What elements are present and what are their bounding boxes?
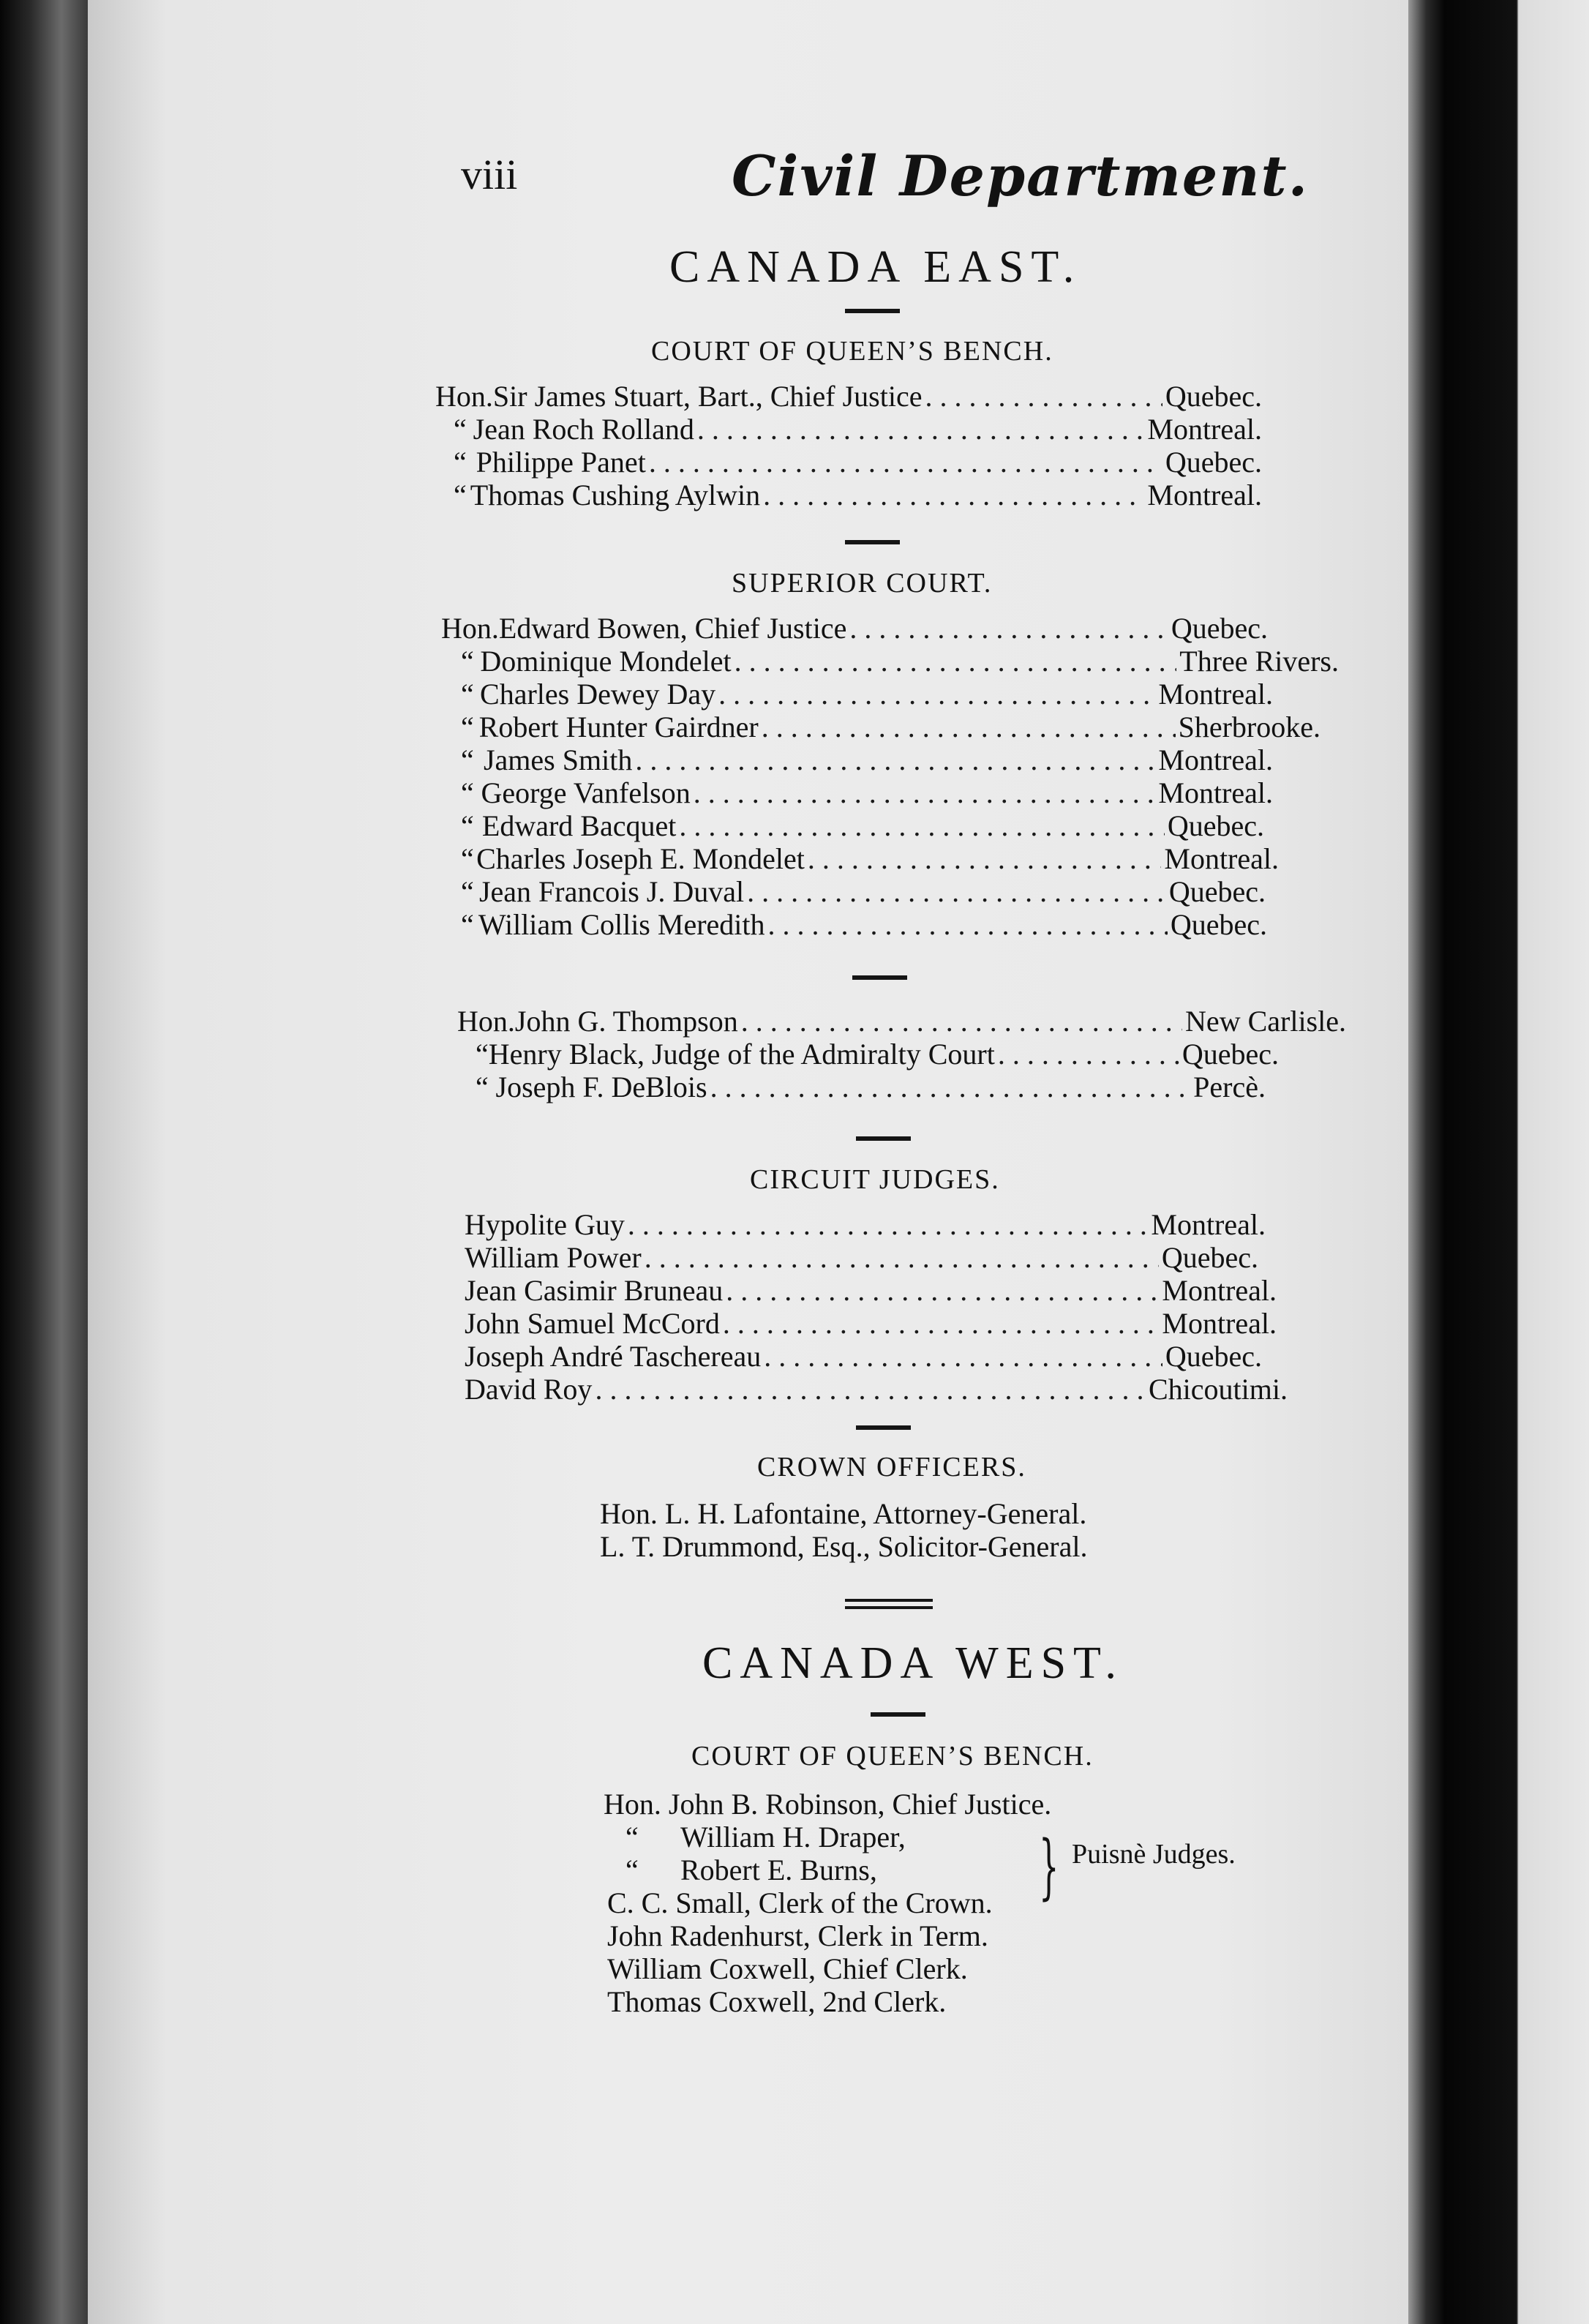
entry-prefix: “ (461, 809, 474, 842)
canada-west-title: CANADA WEST. (702, 1638, 1124, 1688)
entry-name: William Power (465, 1241, 642, 1274)
entry-place: Montreal. (1162, 1307, 1277, 1340)
list-item (476, 1070, 1266, 1104)
list-item (465, 1339, 1262, 1373)
divider-rule (856, 1136, 911, 1141)
entry-name: Henry Black, Judge of the Admiralty Court (488, 1038, 995, 1071)
list-item (454, 412, 1262, 446)
entry-place: Quebec. (1161, 1241, 1258, 1274)
entry-name: Jean Francois J. Duval (478, 875, 745, 908)
entry-place: New Carlisle. (1185, 1005, 1346, 1038)
entry-place: Quebec. (1171, 612, 1268, 645)
dot-leader (718, 677, 1155, 711)
entry-place: Montreal. (1162, 1274, 1277, 1307)
dot-leader (849, 611, 1168, 645)
canada-east-title: CANADA EAST. (669, 242, 1082, 292)
scan-left-edge (0, 0, 88, 2324)
entry-name: David Roy (465, 1373, 593, 1406)
court-officer-line: John Radenhurst, Clerk in Term. (607, 1919, 988, 1952)
entry-place: Quebec. (1165, 446, 1262, 479)
entry-prefix: “ (461, 645, 474, 678)
dot-leader (768, 907, 1168, 942)
list-item (457, 1004, 1346, 1038)
entry-name: William H. Draper, (680, 1821, 906, 1853)
divider-rule (845, 309, 900, 313)
entry-name: Sir James Stuart, Bart., Chief Justice (492, 380, 923, 413)
court-officer-line: Thomas Coxwell, 2nd Clerk. (607, 1985, 947, 2018)
list-item (461, 776, 1273, 810)
entry-prefix: Hon. (435, 380, 493, 413)
dot-leader (723, 1306, 1160, 1341)
entry-place: Quebec. (1165, 1340, 1262, 1373)
entry-prefix: Hon. (457, 1005, 515, 1038)
entry-name: Edward Bacquet (481, 809, 677, 842)
curly-brace-glyph: } (1039, 1826, 1059, 1908)
dot-leader (595, 1372, 1146, 1406)
double-rule (845, 1599, 933, 1602)
entry-name: George Vanfelson (481, 776, 691, 809)
entry-name: John G. Thompson (514, 1005, 738, 1038)
entry-prefix: “ (476, 1038, 489, 1071)
entry-place: Montreal. (1147, 413, 1262, 446)
entry-name: Philippe Panet (476, 446, 646, 479)
entry-name: Edward Bowen, Chief Justice (498, 612, 847, 645)
dot-leader (710, 1070, 1191, 1104)
entry-name: Jean Roch Rolland (473, 413, 694, 446)
crown-officer-line: Hon. L. H. Lafontaine, Attorney-General. (600, 1497, 1087, 1530)
chief-justice-line: Hon. John B. Robinson, Chief Justice. (604, 1788, 1052, 1821)
entry-place: Quebec. (1168, 875, 1266, 908)
brace-label: Puisnè Judges. (1072, 1839, 1236, 1870)
entry-prefix: “ (454, 446, 467, 479)
list-item (441, 611, 1268, 645)
list-item (461, 874, 1266, 909)
entry-prefix: “ (454, 479, 467, 511)
entry-name: Robert E. Burns, (680, 1853, 877, 1886)
entry-prefix: “ (461, 842, 474, 875)
crown-heading: CROWN OFFICERS. (757, 1452, 1026, 1483)
entry-name: Joseph André Taschereau (465, 1340, 762, 1373)
entry-place: Chicoutimi. (1149, 1373, 1288, 1406)
superior-heading: SUPERIOR COURT. (732, 568, 993, 599)
entry-name: Thomas Cushing Aylwin (470, 479, 761, 511)
entry-name: Charles Joseph E. Mondelet (476, 842, 805, 875)
divider-rule (845, 540, 900, 544)
dot-leader (694, 776, 1156, 810)
entry-name: Joseph F. DeBlois (495, 1071, 707, 1103)
list-item (465, 1273, 1277, 1308)
entry-prefix: Hon. (441, 612, 499, 645)
entry-place: Montreal. (1164, 842, 1279, 875)
entry-name: James Smith (483, 743, 633, 776)
list-item (461, 677, 1273, 711)
dot-leader (925, 379, 1162, 413)
dot-leader (679, 809, 1164, 843)
list-item (461, 710, 1321, 744)
list-item (461, 743, 1273, 777)
dot-leader (998, 1037, 1179, 1071)
entry-place: Quebec. (1170, 908, 1267, 941)
list-item (461, 907, 1267, 942)
qb-east-heading: COURT OF QUEEN’S BENCH. (651, 336, 1053, 367)
court-officer-line: William Coxwell, Chief Clerk. (607, 1952, 968, 1985)
dot-leader (764, 1339, 1162, 1373)
dot-leader (635, 743, 1155, 777)
crown-officer-line: L. T. Drummond, Esq., Solicitor-General. (600, 1530, 1088, 1563)
entry-prefix: “ (461, 875, 474, 908)
dot-leader (628, 1207, 1149, 1242)
qb-west-heading: COURT OF QUEEN’S BENCH. (691, 1741, 1094, 1772)
entry-prefix: “ (626, 1853, 639, 1886)
list-item (435, 379, 1262, 413)
dot-leader (726, 1273, 1159, 1308)
entry-place: Montreal. (1147, 479, 1262, 511)
dot-leader (645, 1240, 1159, 1275)
dot-leader (735, 644, 1177, 678)
list-item (465, 1240, 1258, 1275)
list-item (465, 1372, 1288, 1406)
entry-prefix: “ (461, 743, 474, 776)
page-folio: viii (461, 151, 518, 198)
scan-right-edge (1408, 0, 1589, 2324)
book-page (88, 0, 1408, 2324)
dot-leader (762, 710, 1176, 744)
dot-leader (697, 412, 1145, 446)
list-item (461, 809, 1264, 843)
entry-prefix: “ (461, 776, 474, 809)
entry-name: Robert Hunter Gairdner (478, 711, 759, 743)
list-item (461, 841, 1279, 876)
list-item (461, 644, 1339, 678)
entry-place: Montreal. (1158, 743, 1273, 776)
entry-place: Montreal. (1158, 678, 1273, 711)
entry-prefix: “ (454, 413, 467, 446)
entry-prefix: “ (461, 711, 474, 743)
dot-leader (649, 445, 1162, 479)
list-item (465, 1207, 1266, 1242)
court-officer-line: C. C. Small, Clerk of the Crown. (607, 1886, 993, 1919)
entry-place: Quebec. (1165, 380, 1262, 413)
puisne-judge-line (626, 1820, 906, 1854)
entry-prefix: “ (461, 678, 474, 711)
entry-place: Three Rivers. (1179, 645, 1339, 678)
divider-rule (856, 1425, 911, 1430)
entry-name: Jean Casimir Bruneau (465, 1274, 724, 1307)
divider-rule (852, 975, 907, 980)
dot-leader (741, 1004, 1182, 1038)
entry-place: Percè. (1193, 1071, 1266, 1103)
entry-name: Charles Dewey Day (480, 678, 716, 711)
entry-name: Dominique Mondelet (480, 645, 732, 678)
divider-rule (871, 1712, 925, 1717)
list-item (465, 1306, 1277, 1341)
dot-leader (763, 478, 1144, 512)
entry-prefix: “ (626, 1821, 639, 1853)
list-item (476, 1037, 1279, 1071)
entry-name: John Samuel McCord (465, 1307, 720, 1340)
list-item (454, 445, 1262, 479)
circuit-heading: CIRCUIT JUDGES. (750, 1164, 1000, 1195)
entry-place: Montreal. (1158, 776, 1273, 809)
entry-name: Hypolite Guy (465, 1208, 625, 1241)
entry-prefix: “ (476, 1071, 489, 1103)
list-item (454, 478, 1262, 512)
puisne-judge-line (626, 1853, 877, 1887)
entry-place: Quebec. (1182, 1038, 1279, 1071)
entry-prefix: “ (461, 908, 474, 941)
dot-leader (808, 841, 1162, 876)
entry-place: Quebec. (1167, 809, 1264, 842)
entry-place: Montreal. (1151, 1208, 1266, 1241)
entry-place: Sherbrooke. (1178, 711, 1321, 743)
running-title: Civil Department. (732, 143, 1310, 209)
dot-leader (747, 874, 1166, 909)
entry-name: William Collis Meredith (478, 908, 765, 941)
